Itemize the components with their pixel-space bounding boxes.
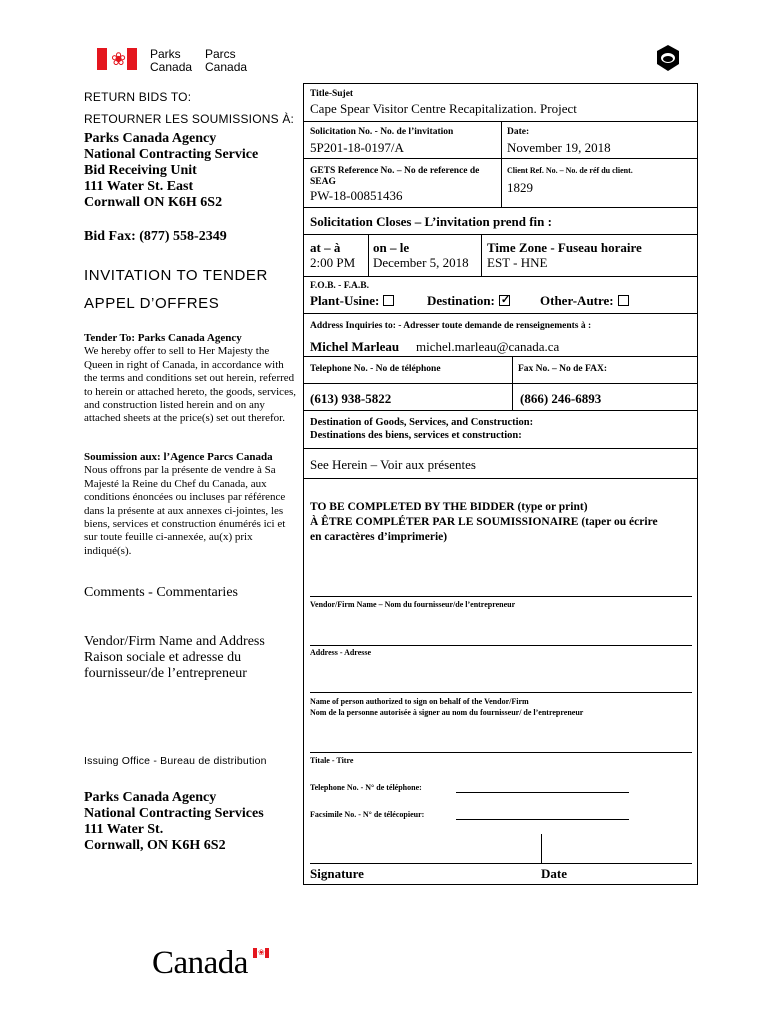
contact-name: Michel Marleau [310, 339, 400, 354]
destination-title [310, 416, 533, 442]
telephone-field[interactable] [456, 792, 629, 793]
tender-to-text: We hereby offer to sell to Her Majesty the Queen in right of Canada, in accordance with the terms and conditions set out herein, referred to herein or attached hereto, the goods, services, and construction listed herein and on any attached sheets at the price(s) set out therefor. [84, 345, 296, 425]
wordmark-text: Canada [152, 945, 248, 981]
address-line: Parks Canada Agency [84, 131, 217, 146]
vendor-line: fournisseur/de l’entrepreneur [84, 666, 247, 681]
signature-date-label: Date [541, 866, 567, 881]
beaver-emblem-icon [653, 44, 683, 72]
parks-canada-logo [97, 48, 247, 74]
at-label: at – à [310, 240, 341, 255]
title-value: Cape Spear Visitor Centre Recapitalization. Project [310, 101, 577, 116]
destination-label: Destination: [427, 293, 495, 308]
divider [303, 383, 698, 384]
tel-label: Telephone No. - No de téléphone [310, 364, 441, 374]
solicitation-label: Solicitation No. - No. de l’invitation [310, 127, 454, 137]
facsimile-label: Facsimile No. - N° de télécopieur: [310, 810, 425, 819]
client-ref-label: Client Ref. No. – No. de réf du client. [507, 166, 633, 175]
telephone-label: Telephone No. - N° de téléphone: [310, 783, 422, 792]
issuing-line: Parks Canada Agency [84, 790, 217, 805]
appel-heading: APPEL D’OFFRES [84, 295, 220, 312]
destination-checkbox[interactable] [499, 295, 510, 306]
bidder-instructions [310, 500, 658, 545]
address-line: Bid Receiving Unit [84, 163, 197, 178]
soumission-text: Nous offrons par la présente de vendre à Sa Majesté la Reine du Chef du Canada, aux conditions énoncées ou incluses par référence dans la présente at aux annexes ci-jointes, les biens, services et construction énumérés ici et sur toute feuille ci-annexée, au(x) prix indiqué(s). [84, 464, 286, 557]
address-line: National Contracting Service [84, 147, 259, 162]
solicitation-value: 5P201-18-0197/A [310, 140, 404, 155]
issuing-address [84, 790, 264, 854]
fax-value: (866) 246-6893 [520, 391, 602, 406]
vendor-name-label: Vendor/Firm Name – Nom du fournisseur/de l’entrepreneur [310, 600, 516, 609]
divider [368, 234, 369, 276]
closes-label: Solicitation Closes – L’invitation prend fin : [310, 214, 552, 229]
fax-label: Fax No. – No de FAX: [518, 364, 608, 374]
divider [303, 410, 698, 411]
signature-field[interactable] [310, 863, 692, 864]
at-value: 2:00 PM [310, 255, 356, 270]
date-value: November 19, 2018 [507, 140, 611, 155]
tender-to-title: Tender To: Parks Canada Agency [84, 332, 242, 344]
on-value: December 5, 2018 [373, 255, 469, 270]
logo-parks-fr: Parcs [205, 47, 236, 61]
authorized-line-fr: Nom de la personne autorisée à signer au nom du fournisseur/ de l’entrepreneur [310, 708, 584, 717]
divider [303, 234, 698, 235]
address-line: Cornwall ON K6H 6S2 [84, 195, 223, 210]
destination-value: See Herein – Voir aux présentes [310, 457, 476, 472]
vendor-name-field[interactable] [310, 596, 692, 597]
comments-label: Comments - Commentaries [84, 585, 238, 600]
inquiries-label: Address Inquiries to: - Adresser toute demande de renseignements à : [310, 321, 592, 331]
plant-option[interactable] [310, 293, 394, 309]
divider [481, 234, 482, 276]
invitation-heading: INVITATION TO TENDER [84, 267, 268, 284]
gets-value: PW-18-00851436 [310, 188, 403, 203]
title-field[interactable] [310, 752, 692, 753]
authorized-line-en: Name of person authorized to sign on behalf of the Vendor/Firm [310, 697, 529, 706]
plant-label: Plant-Usine: [310, 293, 380, 308]
timezone-value: EST - HNE [487, 255, 548, 270]
divider [303, 356, 698, 357]
address-field[interactable] [310, 645, 692, 646]
return-bids-label: RETURN BIDS TO: [84, 90, 192, 104]
bidder-line: en caractères d’imprimerie) [310, 531, 448, 543]
authorized-label [310, 696, 583, 718]
return-address [84, 131, 258, 211]
canada-wordmark [152, 944, 272, 980]
client-ref-value: 1829 [507, 180, 533, 195]
issuing-line: Cornwall, ON K6H 6S2 [84, 838, 226, 853]
vendor-address-label [84, 634, 265, 682]
tel-value: (613) 938-5822 [310, 391, 392, 406]
other-label: Other-Autre: [540, 293, 614, 308]
date-label: Date: [507, 127, 530, 137]
divider [303, 276, 698, 277]
gets-label: GETS Reference No. – No de reference de SEAG [310, 166, 480, 187]
canada-flag-icon: ❀ [97, 48, 137, 70]
logo-canada-fr: Canada [205, 60, 248, 74]
other-option[interactable] [540, 293, 629, 309]
facsimile-field[interactable] [456, 819, 629, 820]
signature-divider [541, 834, 542, 864]
destination-title-fr: Destinations des biens, services et construction: [310, 430, 522, 441]
divider [303, 313, 698, 314]
destination-option[interactable] [427, 293, 510, 309]
vendor-line: Raison sociale et adresse du [84, 650, 242, 665]
bid-fax: Bid Fax: (877) 558-2349 [84, 229, 227, 244]
authorized-person-field[interactable] [310, 692, 692, 693]
logo-canada-en: Canada [150, 60, 193, 74]
bidder-line: TO BE COMPLETED BY THE BIDDER (type or print) [310, 501, 588, 513]
divider [303, 207, 698, 208]
soumission-block [84, 451, 296, 558]
on-label: on – le [373, 240, 410, 255]
logo-parks-en: Parks [150, 47, 181, 61]
divider [303, 158, 698, 159]
vendor-line: Vendor/Firm Name and Address [84, 634, 265, 649]
divider [303, 478, 698, 479]
titre-label: Titale - Titre [310, 756, 354, 765]
destination-title-en: Destination of Goods, Services, and Construction: [310, 417, 534, 428]
divider [501, 121, 502, 207]
tender-to-block [84, 332, 296, 426]
other-checkbox[interactable] [618, 295, 629, 306]
bidder-line: À ÊTRE COMPLÉTER PAR LE SOUMISSIONAIRE (taper ou écrire [310, 516, 658, 528]
title-label: Title-Sujet [310, 89, 354, 99]
address-line: 111 Water St. East [84, 179, 194, 194]
fob-label: F.O.B. - F.A.B. [310, 281, 369, 291]
issuing-office-label: Issuing Office - Bureau de distribution [84, 755, 267, 767]
timezone-label: Time Zone - Fuseau horaire [487, 240, 642, 255]
wordmark-flag-icon: ❀ [253, 948, 269, 958]
contact-email[interactable]: michel.marleau@canada.ca [416, 339, 560, 354]
retourner-label: RETOURNER LES SOUMISSIONS À: [84, 112, 295, 126]
plant-checkbox[interactable] [383, 295, 394, 306]
soumission-title: Soumission aux: l’Agence Parcs Canada [84, 451, 273, 463]
signature-label: Signature [310, 866, 364, 881]
issuing-line: National Contracting Services [84, 806, 264, 821]
divider [303, 448, 698, 449]
address-label: Address - Adresse [310, 648, 372, 657]
issuing-line: 111 Water St. [84, 822, 164, 837]
